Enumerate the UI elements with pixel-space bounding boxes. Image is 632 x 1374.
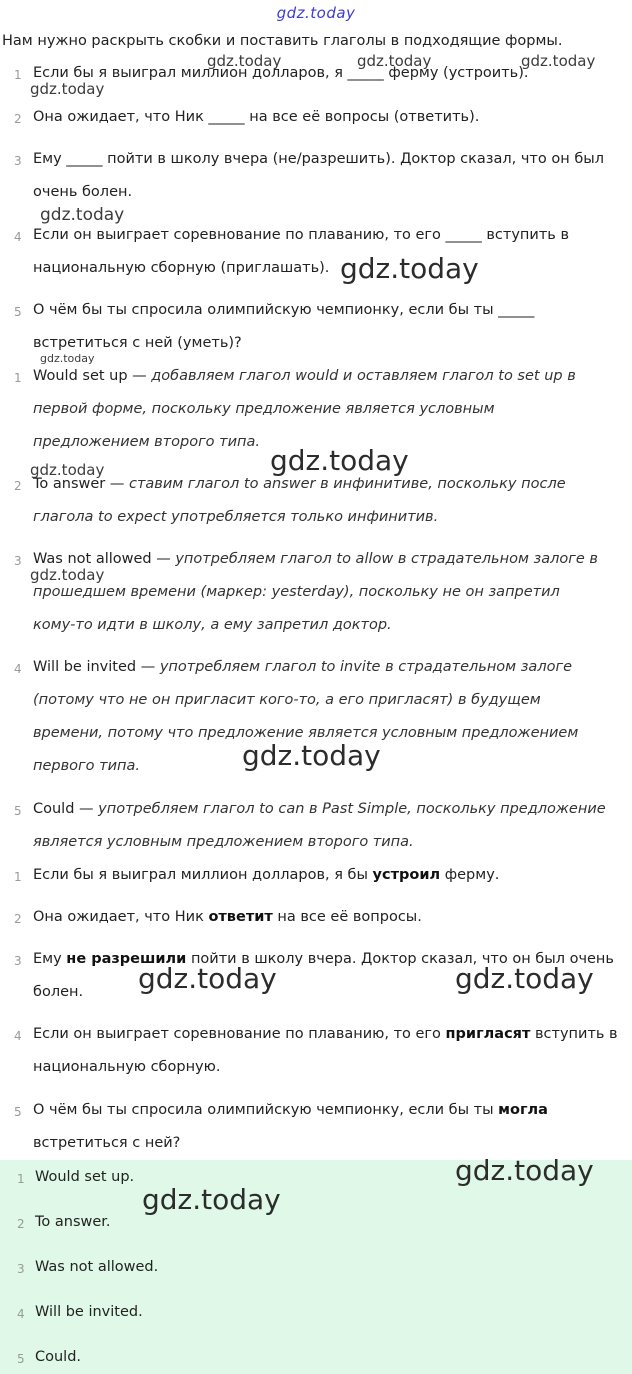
- site-header-logo[interactable]: gdz.today: [276, 4, 356, 22]
- item-number: 5: [17, 1352, 25, 1366]
- item-number: 3: [14, 954, 22, 968]
- item-number: 3: [14, 554, 22, 568]
- translation-part: Если бы я выиграл миллион долларов, я бы: [33, 867, 373, 883]
- translation-part: ферму.: [440, 867, 500, 883]
- explanation-line: времени, потому что предложение является условным предложением: [33, 725, 579, 741]
- explanation-text: [33, 793, 625, 859]
- question-line: очень болен.: [33, 184, 133, 200]
- explanation-line: предложением второго типа.: [33, 434, 261, 450]
- answers-block: [0, 1160, 632, 1374]
- translation-part: на все её вопросы.: [272, 909, 422, 925]
- question-text: [33, 219, 625, 285]
- item-number: 2: [14, 112, 22, 126]
- explanation-line: ставим глагол to answer в инфинитиве, поскольку после: [128, 476, 566, 492]
- translation-part: встретиться с ней?: [33, 1135, 181, 1151]
- answer-text: To answer.: [35, 1214, 111, 1230]
- translation-text: [33, 859, 625, 892]
- question-text: Если бы я выиграл миллион долларов, я _____ ферму (устроить).: [33, 65, 529, 81]
- item-number: 4: [14, 662, 22, 676]
- answer-lead: Was not allowed —: [33, 551, 176, 567]
- translation-answer: устроил: [372, 867, 441, 883]
- question-line: Ему _____ пойти в школу вчера (не/разрешить). Доктор сказал, что он был: [33, 151, 604, 167]
- question-line: О чём бы ты спросила олимпийскую чемпионку, если бы ты _____: [33, 302, 535, 318]
- item-number: 1: [14, 371, 22, 385]
- explanation-line: прошедшем времени (маркер: yesterday), поскольку не он запретил: [33, 584, 560, 600]
- translation-part: национальную сборную.: [33, 1059, 221, 1075]
- watermark: gdz.today: [455, 962, 594, 995]
- explanation-line: первой форме, поскольку предложение является условным: [33, 401, 495, 417]
- item-number: 3: [14, 154, 22, 168]
- item-number: 4: [14, 230, 22, 244]
- watermark: gdz.today: [357, 52, 432, 70]
- translation-text: [33, 901, 625, 934]
- item-number: 5: [14, 305, 22, 319]
- translation-answer: не разрешили: [66, 951, 187, 967]
- translation-text: [33, 1018, 625, 1084]
- watermark: gdz.today: [242, 739, 381, 772]
- question-line: Если он выиграет соревнование по плаванию, то его _____ вступить в: [33, 227, 569, 243]
- question-line: встретиться с ней (уметь)?: [33, 335, 242, 351]
- answer-lead: To answer —: [33, 476, 129, 492]
- explanation-line: (потому что не он пригласит кого-то, а его пригласят) в будущем: [33, 692, 541, 708]
- translation-answer: пригласят: [445, 1026, 531, 1042]
- translation-part: Она ожидает, что Ник: [33, 909, 209, 925]
- answer-lead: Could —: [33, 801, 99, 817]
- translation-text: [33, 1094, 625, 1160]
- answer-text: Would set up.: [35, 1169, 135, 1185]
- question-line: национальную сборную (приглашать).: [33, 260, 330, 276]
- translation-part: пойти в школу вчера. Доктор сказал, что он был очень: [186, 951, 614, 967]
- explanation-line: добавляем глагол would и оставляем глагол to set up в: [151, 368, 576, 384]
- translation-part: Если он выиграет соревнование по плаванию, то его: [33, 1026, 446, 1042]
- answer-lead: Will be invited —: [33, 659, 160, 675]
- translation-part: О чём бы ты спросила олимпийскую чемпионку, если бы ты: [33, 1102, 499, 1118]
- explanation-line: употребляем глагол to invite в страдательном залоге: [159, 659, 572, 675]
- translation-answer: могла: [498, 1102, 548, 1118]
- item-number: 1: [14, 68, 22, 82]
- explanation-text: [33, 543, 625, 642]
- explanation-line: глагола to expect употребляется только инфинитив.: [33, 509, 439, 525]
- explanation-line: кому-то идти в школу, а ему запретил доктор.: [33, 617, 392, 633]
- explanation-line: употребляем глагол to allow в страдательном залоге в: [175, 551, 598, 567]
- answer-lead: Would set up —: [33, 368, 152, 384]
- question-text: Она ожидает, что Ник _____ на все её вопросы (ответить).: [33, 109, 480, 125]
- item-number: 2: [17, 1217, 25, 1231]
- watermark: gdz.today: [455, 1154, 594, 1187]
- watermark: gdz.today: [30, 461, 105, 479]
- watermark: gdz.today: [40, 205, 125, 225]
- watermark: gdz.today: [40, 352, 95, 365]
- watermark: gdz.today: [270, 444, 409, 477]
- item-number: 5: [14, 1105, 22, 1119]
- translation-part: болен.: [33, 984, 84, 1000]
- item-number: 4: [17, 1307, 25, 1321]
- item-number: 2: [14, 479, 22, 493]
- watermark: gdz.today: [142, 1183, 281, 1216]
- translation-part: вступить в: [530, 1026, 618, 1042]
- question-text: [33, 294, 625, 360]
- watermark: gdz.today: [340, 252, 479, 285]
- answer-text: Was not allowed.: [35, 1259, 159, 1275]
- answer-text: Could.: [35, 1349, 82, 1365]
- question-text: [33, 143, 625, 209]
- watermark: gdz.today: [521, 52, 596, 70]
- watermark: gdz.today: [30, 80, 105, 98]
- explanation-line: употребляем глагол to can в Past Simple, поскольку предложение: [98, 801, 606, 817]
- watermark: gdz.today: [30, 566, 105, 584]
- item-number: 2: [14, 912, 22, 926]
- translation-part: Ему: [33, 951, 67, 967]
- explanation-text: [33, 468, 625, 534]
- item-number: 1: [14, 870, 22, 884]
- translation-answer: ответит: [208, 909, 273, 925]
- watermark: gdz.today: [207, 52, 282, 70]
- item-number: 3: [17, 1262, 25, 1276]
- item-number: 1: [17, 1172, 25, 1186]
- task-intro: Нам нужно раскрыть скобки и поставить глаголы в подходящие формы.: [2, 33, 563, 49]
- watermark: gdz.today: [138, 962, 277, 995]
- item-number: 4: [14, 1029, 22, 1043]
- explanation-line: первого типа.: [33, 758, 140, 774]
- item-number: 5: [14, 804, 22, 818]
- explanation-line: является условным предложением второго типа.: [33, 834, 414, 850]
- answer-text: Will be invited.: [35, 1304, 143, 1320]
